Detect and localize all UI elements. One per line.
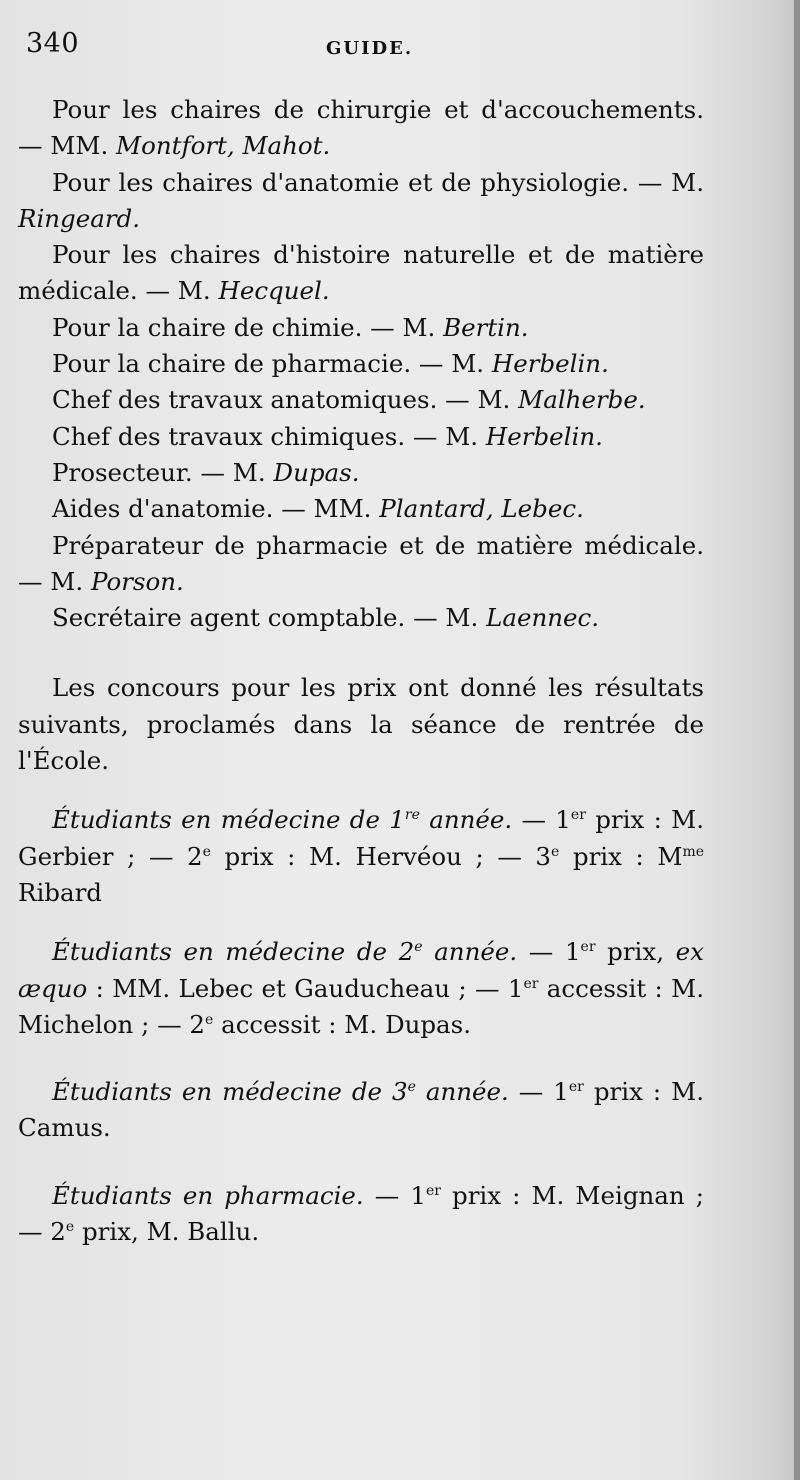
page-body (18, 92, 704, 1250)
prize-heading: Étudiants en médecine de 3e année. (52, 1077, 509, 1107)
staff-entry: Pour la chaire de chimie. — M. Bertin. (52, 312, 529, 342)
staff-entry: Chef des travaux chimiques. — M. Herbelin. (52, 421, 603, 451)
staff-names: Porson. (90, 566, 184, 596)
staff-names: Malherbe. (518, 385, 646, 415)
staff-names: Montfort, Mahot. (116, 131, 331, 161)
page-number: 340 (26, 28, 80, 59)
staff-names: Dupas. (273, 457, 360, 487)
prize-paragraph-medicine-year-3: Étudiants en médecine de 3e année. — 1er prix : M. Camus. (18, 1077, 704, 1143)
staff-names: Bertin. (443, 312, 529, 342)
ex-aequo: ex æquo (18, 937, 704, 1003)
staff-names: Herbelin. (491, 349, 609, 379)
running-title: GUIDE. (326, 38, 414, 59)
prize-paragraph-pharmacy: Étudiants en pharmacie. — 1er prix : M. Meignan ; — 2e prix, M. Ballu. (18, 1180, 704, 1247)
staff-entry: Chef des travaux anatomiques. — M. Malherbe. (52, 385, 646, 415)
staff-names: Laennec. (486, 603, 600, 633)
staff-entry: Pour les chaires d'anatomie et de physiologie. — M. Ringeard. (18, 167, 704, 233)
staff-entry: Pour les chaires d'histoire naturelle et de matière médicale. — M. Hecquel. (18, 240, 704, 306)
prize-heading: Étudiants en pharmacie. (52, 1180, 364, 1210)
prize-paragraph-medicine-year-1: Étudiants en médecine de 1re année. — 1er prix : M. Gerbier ; — 2e prix : M. Hervéou ; — 3e prix : $M^{me}$ Ribard (18, 805, 705, 907)
staff-entry: Secrétaire agent comptable. — M. Laennec. (52, 603, 600, 633)
staff-entry: Pour la chaire de pharmacie. — M. Herbelin. (52, 349, 609, 379)
prize-paragraph-medicine-year-2: Étudiants en médecine de 2e année. — 1er prix, ex æquo : MM. Lebec et Gauducheau ; — 1er accessit : M. Michelon ; — 2e accessit : M. Dupas. (18, 937, 704, 1039)
intro-paragraph: Les concours pour les prix ont donné les résultats suivants, proclamés dans la séance de rentrée de l'École. (18, 673, 704, 776)
prize-heading: Étudiants en médecine de 1re année. (52, 805, 513, 835)
staff-names: Hecquel. (218, 276, 330, 306)
staff-entry: Pour les chaires de chirurgie et d'accouchements. — MM. Montfort, Mahot. (18, 95, 704, 161)
staff-names: Herbelin. (485, 421, 603, 451)
page-edge (794, 0, 800, 1480)
page-header (26, 28, 726, 68)
staff-entry: Préparateur de pharmacie et de matière médicale. — M. Porson. (18, 530, 704, 596)
staff-names: Plantard, Lebec. (379, 494, 584, 524)
staff-names: Ringeard. (18, 203, 141, 233)
staff-entry: Prosecteur. — M. Dupas. (52, 457, 360, 487)
staff-entry: Aides d'anatomie. — MM. Plantard, Lebec. (52, 494, 584, 524)
prize-heading: Étudiants en médecine de 2e année. (52, 937, 518, 967)
